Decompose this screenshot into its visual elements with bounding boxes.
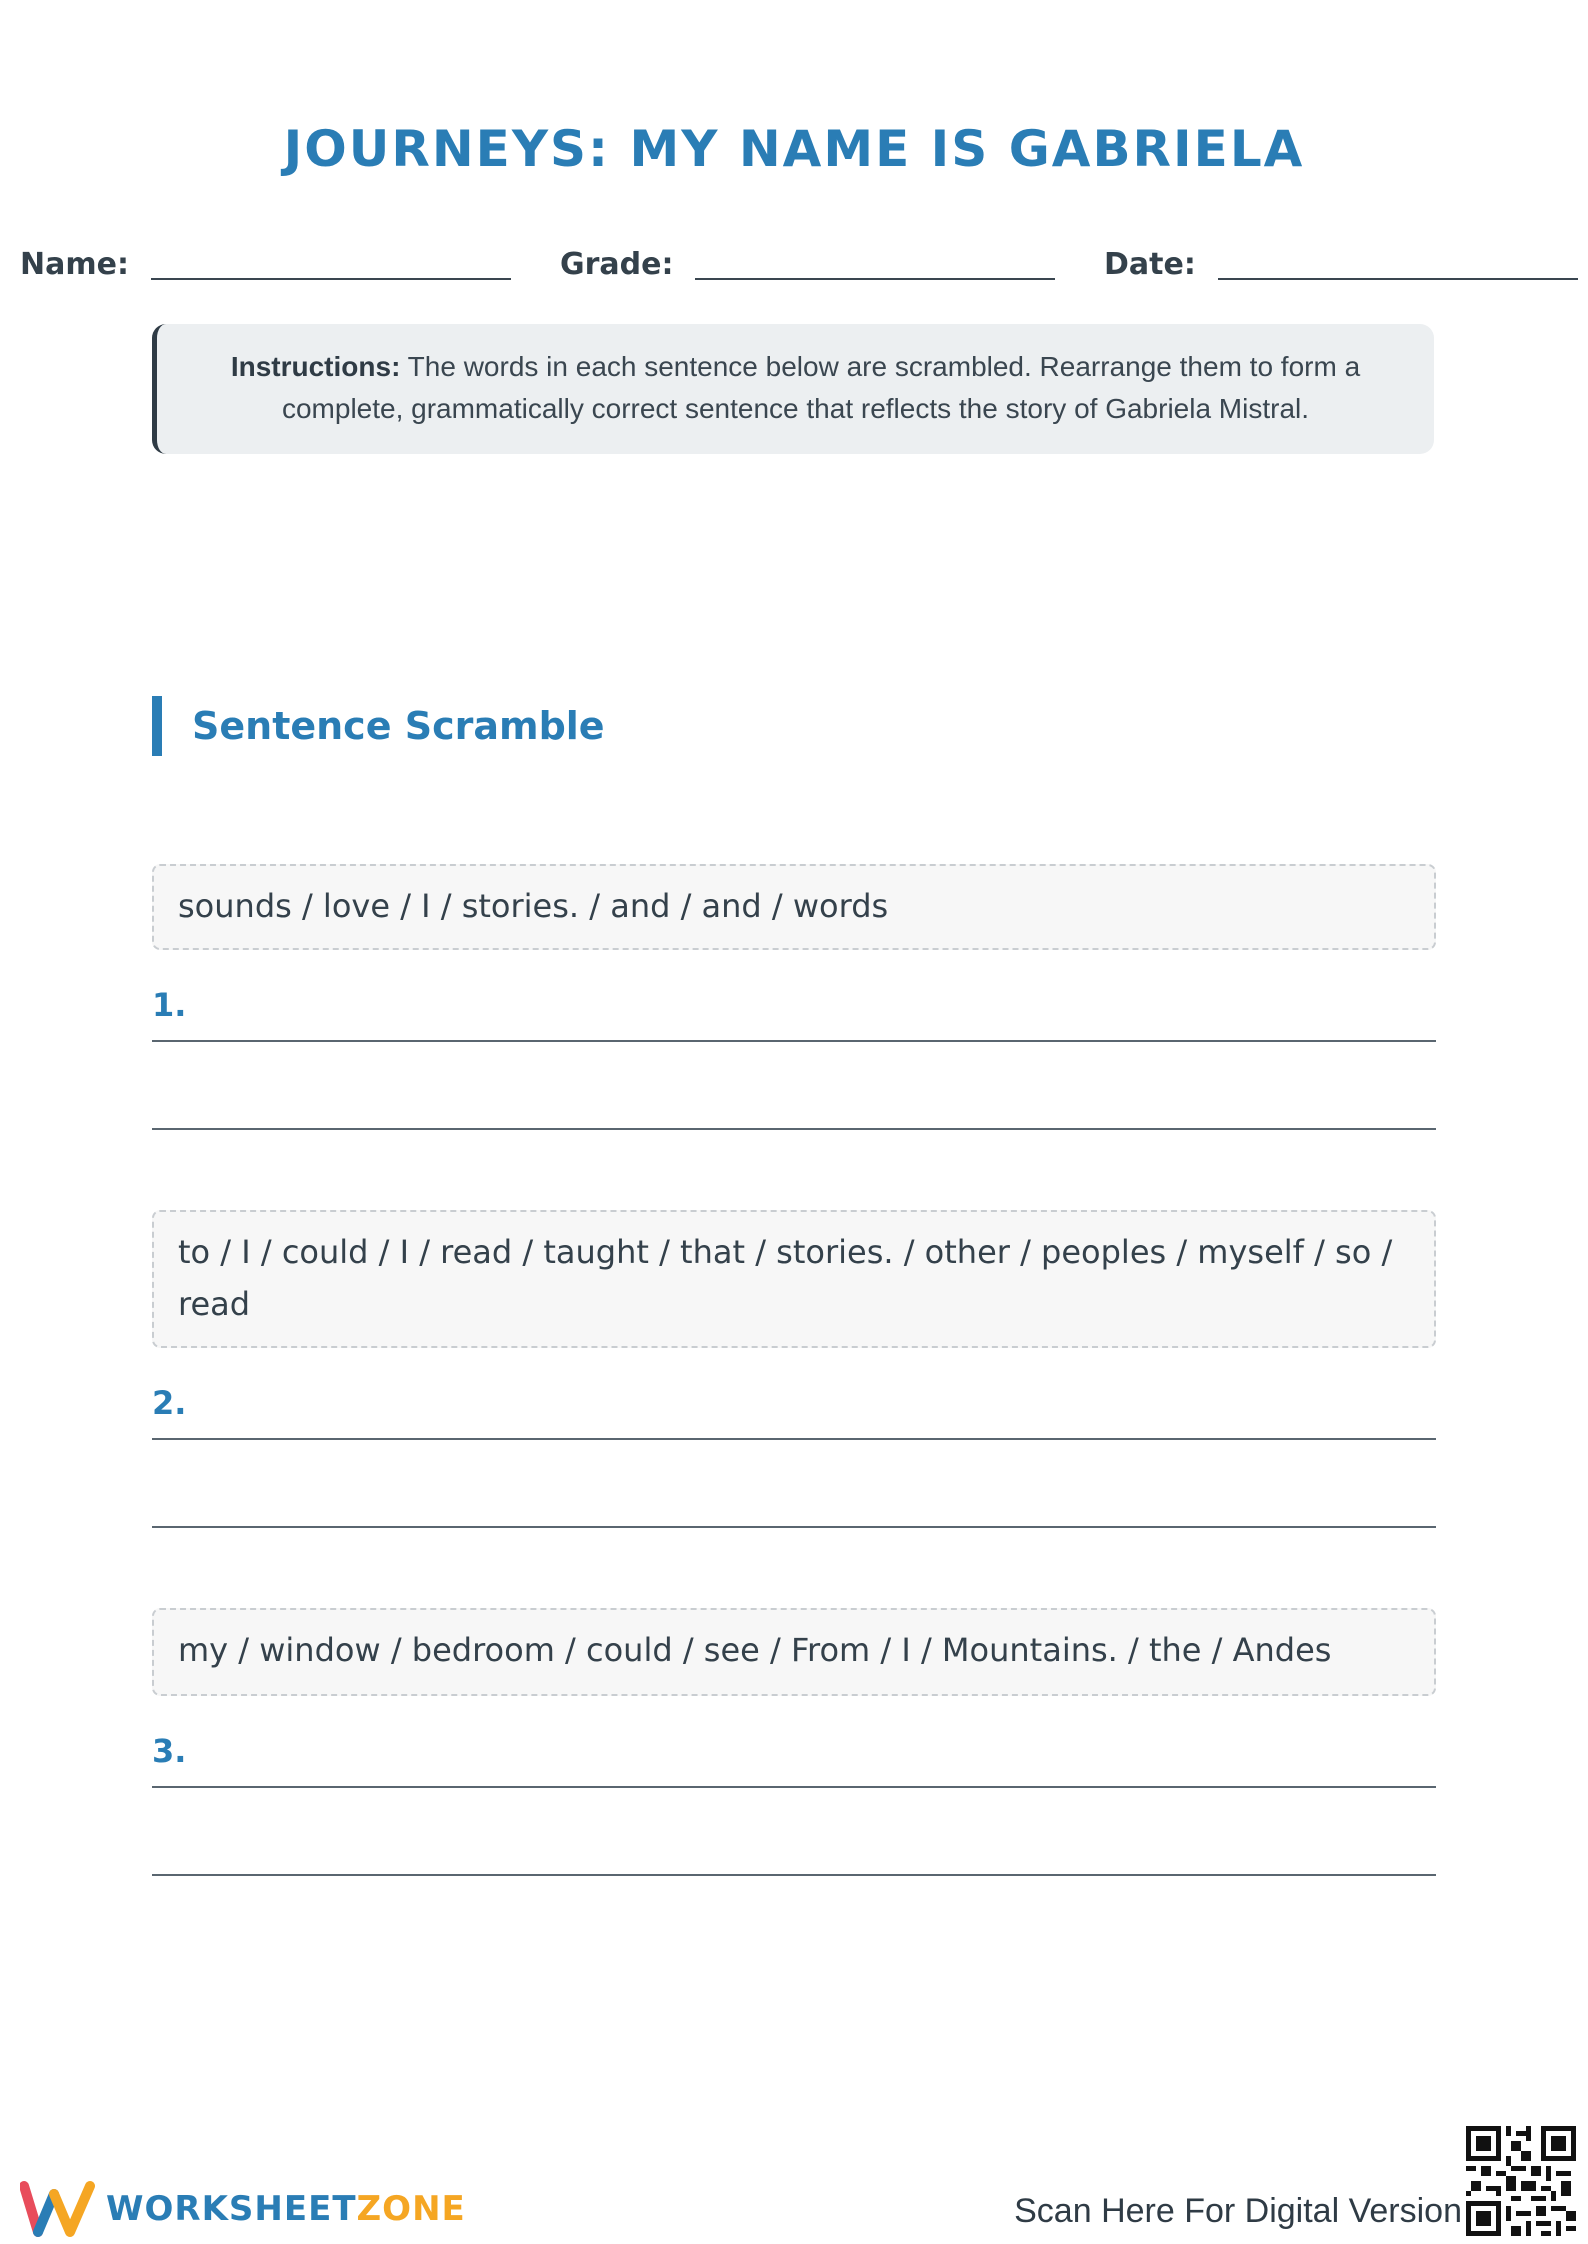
grade-label: Grade: bbox=[560, 247, 674, 282]
name-input-line[interactable] bbox=[151, 238, 511, 280]
answer-line-1b[interactable] bbox=[152, 1128, 1436, 1130]
answer-line-2b[interactable] bbox=[152, 1526, 1436, 1528]
logo-text-worksheet: WORKSHEET bbox=[106, 2189, 357, 2229]
logo-text bbox=[106, 2189, 466, 2229]
date-field bbox=[1104, 238, 1578, 280]
answer-line-3a[interactable] bbox=[152, 1786, 1436, 1788]
qr-code-icon[interactable] bbox=[1466, 2126, 1576, 2236]
answer-line-2a[interactable] bbox=[152, 1438, 1436, 1440]
logo-w-icon bbox=[20, 2180, 96, 2238]
worksheetzone-logo bbox=[20, 2180, 466, 2238]
scramble-box-3: my / window / bedroom / could / see / From / I / Mountains. / the / Andes bbox=[152, 1608, 1436, 1696]
section-title: Sentence Scramble bbox=[152, 696, 605, 756]
answer-line-1a[interactable] bbox=[152, 1040, 1436, 1042]
grade-field bbox=[560, 238, 1055, 280]
answer-line-3b[interactable] bbox=[152, 1874, 1436, 1876]
student-info-fields bbox=[20, 238, 1568, 288]
date-label: Date: bbox=[1104, 247, 1196, 282]
grade-input-line[interactable] bbox=[695, 238, 1055, 280]
item-number-1: 1. bbox=[152, 986, 187, 1024]
item-number-3: 3. bbox=[152, 1732, 187, 1770]
item-number-2: 2. bbox=[152, 1384, 187, 1422]
scramble-box-2: to / I / could / I / read / taught / that / stories. / other / peoples / myself / so / read bbox=[152, 1210, 1436, 1348]
instructions-label: Instructions: bbox=[230, 351, 401, 382]
scramble-box-1: sounds / love / I / stories. / and / and / words bbox=[152, 864, 1436, 950]
instructions-box bbox=[152, 324, 1434, 454]
logo-text-zone: ZONE bbox=[356, 2189, 466, 2229]
scan-text: Scan Here For Digital Version bbox=[1014, 2192, 1462, 2230]
instructions-text: The words in each sentence below are scrambled. Rearrange them to form a complete, grammatically correct sentence that reflects the story of Gabriela Mistral. bbox=[281, 351, 1361, 424]
name-field bbox=[20, 238, 511, 280]
date-input-line[interactable] bbox=[1218, 238, 1578, 280]
page-title: JOURNEYS: MY NAME IS GABRIELA bbox=[283, 120, 1305, 178]
name-label: Name: bbox=[20, 247, 129, 282]
